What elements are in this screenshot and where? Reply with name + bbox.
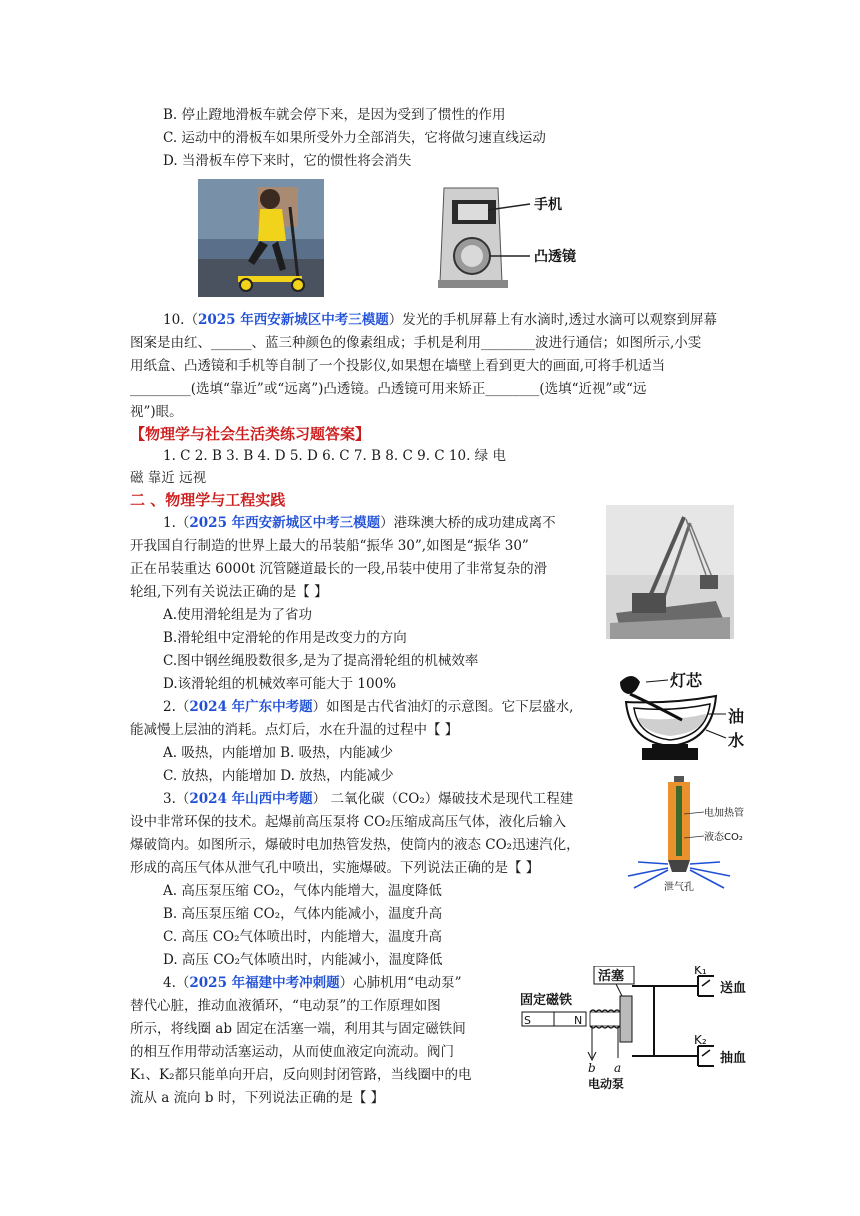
q4-line5: K₁、K₂都只能单向开启，反向则封闭管路，当线圈中的电 — [130, 1067, 472, 1083]
pump-send-label: 送血 — [720, 981, 747, 996]
answers-line1: 1. C 2. B 3. B 4. D 5. D 6. C 7. B 8. C 9. C 10. 绿 电 — [163, 448, 506, 464]
option-d: D. 当滑板车停下来时，它的惯性将会消失 — [163, 153, 412, 169]
q3-line1: 3.（2024 年山西中考题） 二氧化碳（CO₂）爆破技术是现代工程建 — [163, 791, 574, 807]
q2-options-cd: C. 放热，内能增加 D. 放热，内能减少 — [163, 768, 394, 784]
q1-option-b: B.滑轮组中定滑轮的作用是改变力的方向 — [163, 630, 407, 646]
q2-line1: 2.（2024 年广东中考题）如图是古代省油灯的示意图。它下层盛水, — [163, 699, 574, 715]
q2-options-ab: A. 吸热，内能增加 B. 吸热，内能减少 — [163, 745, 394, 761]
q3-line2: 设中非常环保的技术。起爆前高压泵将 CO₂压缩成高压气体，液化后输入 — [130, 814, 567, 830]
q1-line2: 开我国自行制造的世界上最大的吊装船“振华 30”,如图是“振华 30” — [130, 538, 529, 554]
q4-line2: 替代心脏，推动血液循环，“电动泵”的工作原理如图 — [130, 998, 441, 1014]
q3-line3: 爆破筒内。如图所示，爆破时电加热管发热，使筒内的液态 CO₂迅速汽化， — [130, 837, 580, 853]
q4-line1: 4.（2025 年福建中考冲刺题）心肺机用“电动泵” — [163, 975, 462, 991]
projector-figure — [430, 182, 605, 294]
valve-k2-label: K₂ — [694, 1033, 707, 1047]
q10-source: 2025 年西安新城区中考三模题 — [197, 312, 389, 328]
oil-lamp-figure — [612, 668, 762, 778]
q1-source: 2025 年西安新城区中考三模题 — [189, 515, 381, 531]
q1-option-d: D.该滑轮组的机械效率可能大于 100% — [163, 676, 397, 692]
q4-source: 2025 年福建中考冲刺题 — [189, 975, 340, 991]
q1-line3: 正在吊装重达 6000t 沉管隧道最长的一段,吊装中使用了非常复杂的滑 — [130, 561, 548, 577]
q2-source: 2024 年广东中考题 — [189, 699, 313, 715]
section2-title: 二 、物理学与工程实践 — [130, 491, 286, 509]
q10-line3: 用纸盒、凸透镜和手机等自制了一个投影仪,如果想在墙壁上看到更大的画面,可将手机适当 — [130, 358, 666, 374]
q3-option-b: B. 高压泵压缩 CO₂，气体内能减小，温度升高 — [163, 906, 443, 922]
valve-k1-label: K₁ — [694, 966, 707, 977]
q3-option-a: A. 高压泵压缩 CO₂，气体内能增大，温度降低 — [163, 883, 442, 899]
q3-line4: 形成的高压气体从泄气孔中喷出，实施爆破。下列说法正确的是【 】 — [130, 860, 540, 876]
answers-title: 【物理学与社会生活类练习题答案】 — [130, 425, 371, 443]
projector-lens-label: 凸透镜 — [534, 249, 576, 265]
co2-liquid-label: 液态CO₂ — [704, 832, 743, 843]
q2-line2: 能减慢上层油的消耗。点灯后，水在升温的过程中【 】 — [130, 722, 459, 738]
q1-line4: 轮组,下列有关说法正确的是【 】 — [130, 584, 328, 600]
co2-heater-label: 电加热管 — [704, 808, 744, 819]
lamp-water-label: 水 — [728, 731, 745, 750]
lamp-wick-label: 灯芯 — [670, 671, 703, 690]
q10-line2: 图案是由红、______、蓝三种颜色的像素组成；手机是利用________波进行通信；如图所示,小雯 — [130, 335, 702, 351]
lamp-oil-label: 油 — [728, 707, 745, 726]
pump-magnet-label: 固定磁铁 — [520, 993, 573, 1008]
coil-b-label: b — [588, 1061, 596, 1075]
q3-option-c: C. 高压 CO₂气体喷出时，内能增大，温度升高 — [163, 929, 443, 945]
q1-option-c: C.图中钢丝绳股数很多,是为了提高滑轮组的机械效率 — [163, 653, 479, 669]
magnet-s-label: S — [524, 1014, 531, 1027]
q4-line4: 的相互作用带动活塞运动，从而使血液定向流动。阀门 — [130, 1044, 454, 1060]
option-b: B. 停止蹬地滑板车就会停下来，是因为受到了惯性的作用 — [163, 107, 506, 123]
q10-line5: 视”)眼。 — [130, 404, 183, 420]
electric-pump-figure — [518, 966, 776, 1090]
pump-draw-label: 抽血 — [720, 1051, 747, 1066]
q10-line4: _________(选填“靠近”或“远离”)凸透镜。凸透镜可用来矫正________(选填“近视”或“远 — [130, 381, 647, 397]
magnet-n-label: N — [574, 1014, 583, 1027]
pump-piston-label: 活塞 — [598, 969, 625, 984]
q4-line6: 流从 a 流向 b 时，下列说法正确的是【 】 — [130, 1090, 385, 1106]
coil-a-label: a — [614, 1061, 622, 1075]
q1-line1: 1.（2025 年西安新城区中考三模题）港珠澳大桥的成功建成离不 — [163, 515, 556, 531]
answers-line2: 磁 靠近 远视 — [130, 470, 207, 486]
co2-vent-label: 泄气孔 — [664, 882, 694, 892]
q1-option-a: A.使用滑轮组是为了省功 — [163, 607, 313, 623]
option-c: C. 运动中的滑板车如果所受外力全部消失，它将做匀速直线运动 — [163, 130, 546, 146]
q10-line1: 10.（2025 年西安新城区中考三模题）发光的手机屏幕上有水滴时,透过水滴可以观察到屏幕 — [163, 312, 718, 328]
projector-phone-label: 手机 — [534, 197, 562, 213]
q4-line3: 所示，将线圈 ab 固定在活塞一端，利用其与固定磁铁间 — [130, 1021, 466, 1037]
scooter-photo — [198, 179, 324, 297]
pump-caption: 电动泵 — [588, 1077, 625, 1090]
q3-source: 2024 年山西中考题 — [189, 791, 313, 807]
q3-option-d: D. 高压 CO₂气体喷出时，内能减小，温度降低 — [163, 952, 443, 968]
crane-ship-photo — [606, 505, 734, 639]
co2-blaster-figure — [620, 776, 760, 892]
